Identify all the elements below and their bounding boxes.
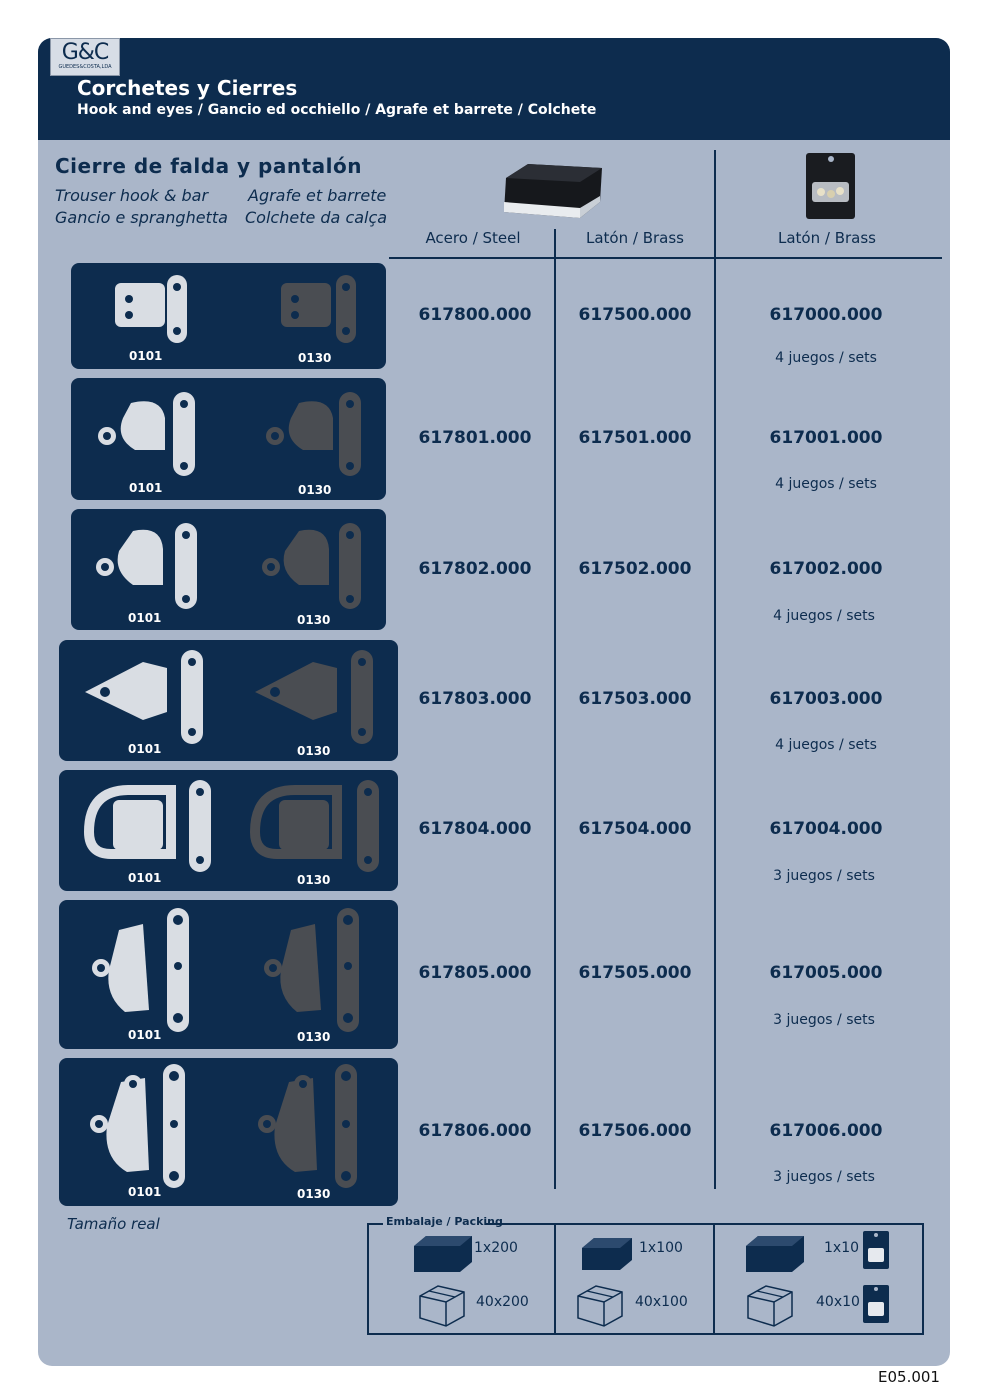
page-code: E05.001 xyxy=(878,1368,940,1386)
ref-brass-6: 617506.000 xyxy=(578,1121,692,1141)
packing-divider-2 xyxy=(713,1223,715,1333)
sets-count-2: 4 juegos / sets xyxy=(773,608,875,624)
page-header xyxy=(38,38,950,140)
finish-code-dark: 0130 xyxy=(297,744,331,758)
hook-bar-0101-0130-icon xyxy=(59,770,389,880)
finish-code-dark: 0130 xyxy=(298,483,332,497)
sets-count-1: 4 juegos / sets xyxy=(775,476,877,492)
ref-pack-4: 617004.000 xyxy=(769,819,883,839)
finish-code-silver: 0101 xyxy=(128,1185,162,1199)
header-rule xyxy=(389,257,942,259)
carton-box-icon xyxy=(418,1282,466,1326)
product-card-6 xyxy=(59,1058,398,1206)
carton-box-icon xyxy=(746,1282,794,1326)
page-title: Corchetes y Cierres xyxy=(77,76,298,100)
pack-qty-small-0: 1x200 xyxy=(474,1240,518,1256)
finish-code-silver: 0101 xyxy=(128,1028,162,1042)
section-title: Cierre de falda y pantalón xyxy=(55,154,362,178)
sets-count-0: 4 juegos / sets xyxy=(775,350,877,366)
ref-brass-4: 617504.000 xyxy=(578,819,692,839)
blister-card-icon xyxy=(862,1230,890,1270)
catalog-panel xyxy=(38,38,950,1366)
hook-bar-0101-0130-icon xyxy=(71,378,371,488)
ref-brass-1: 617501.000 xyxy=(578,428,692,448)
pack-qty-small-1: 1x100 xyxy=(639,1240,683,1256)
carton-box-icon xyxy=(576,1282,624,1326)
column-header-steel: Acero / Steel xyxy=(425,229,521,247)
small-box-icon xyxy=(746,1236,804,1272)
logo-text: G&C xyxy=(61,40,109,65)
column-header-brass: Latón / Brass xyxy=(586,229,684,247)
sets-count-3: 4 juegos / sets xyxy=(775,737,877,753)
brand-logo xyxy=(50,38,120,76)
translation-en: Trouser hook & bar xyxy=(55,186,209,205)
finish-code-silver: 0101 xyxy=(128,871,162,885)
product-card-2 xyxy=(71,509,386,630)
column-divider-1 xyxy=(554,229,556,1189)
product-card-1 xyxy=(71,378,386,500)
bulk-box-image xyxy=(498,160,608,220)
page-subtitle: Hook and eyes / Gancio ed occhiello / Agrafe et barrete / Colchete xyxy=(77,102,597,118)
ref-pack-0: 617000.000 xyxy=(769,305,883,325)
translation-fr: Agrafe et barrete xyxy=(248,186,387,205)
ref-steel-1: 617801.000 xyxy=(418,428,532,448)
actual-size-note: Tamaño real xyxy=(67,1215,160,1233)
blister-card-icon xyxy=(862,1284,890,1324)
packing-label: Embalaje / Packing xyxy=(386,1215,503,1228)
finish-code-silver: 0101 xyxy=(128,611,162,625)
product-card-4 xyxy=(59,770,398,891)
ref-pack-5: 617005.000 xyxy=(769,963,883,983)
ref-steel-0: 617800.000 xyxy=(418,305,532,325)
finish-code-dark: 0130 xyxy=(297,613,331,627)
finish-code-silver: 0101 xyxy=(129,349,163,363)
ref-pack-2: 617002.000 xyxy=(769,559,883,579)
product-card-5 xyxy=(59,900,398,1049)
blister-pack-image xyxy=(805,152,857,220)
column-header-brass-pack: Latón / Brass xyxy=(778,229,876,247)
ref-steel-5: 617805.000 xyxy=(418,963,532,983)
hook-bar-0101-0130-icon xyxy=(59,900,389,1040)
ref-steel-6: 617806.000 xyxy=(418,1121,532,1141)
sets-count-4: 3 juegos / sets xyxy=(773,868,875,884)
translation-pt: Colchete da calça xyxy=(245,208,388,227)
pack-qty-large-2: 40x10 xyxy=(816,1294,860,1310)
product-card-0 xyxy=(71,263,386,369)
ref-pack-3: 617003.000 xyxy=(769,689,883,709)
hook-bar-0101-0130-icon xyxy=(71,263,371,363)
finish-code-dark: 0130 xyxy=(297,873,331,887)
ref-brass-5: 617505.000 xyxy=(578,963,692,983)
product-card-3 xyxy=(59,640,398,761)
hook-bar-0101-0130-icon xyxy=(59,640,389,750)
finish-code-dark: 0130 xyxy=(297,1030,331,1044)
ref-steel-3: 617803.000 xyxy=(418,689,532,709)
ref-brass-0: 617500.000 xyxy=(578,305,692,325)
ref-pack-1: 617001.000 xyxy=(769,428,883,448)
ref-brass-3: 617503.000 xyxy=(578,689,692,709)
hook-bar-0101-0130-icon xyxy=(59,1058,389,1198)
ref-brass-2: 617502.000 xyxy=(578,559,692,579)
ref-steel-4: 617804.000 xyxy=(418,819,532,839)
small-box-icon xyxy=(414,1236,472,1272)
logo-subtext: GUEDES&COSTA,LDA xyxy=(58,64,112,70)
pack-qty-large-1: 40x100 xyxy=(635,1294,688,1310)
finish-code-silver: 0101 xyxy=(128,742,162,756)
sets-count-6: 3 juegos / sets xyxy=(773,1169,875,1185)
small-box-icon xyxy=(582,1238,632,1270)
finish-code-silver: 0101 xyxy=(129,481,163,495)
finish-code-dark: 0130 xyxy=(297,1187,331,1201)
ref-pack-6: 617006.000 xyxy=(769,1121,883,1141)
finish-code-dark: 0130 xyxy=(298,351,332,365)
sets-count-5: 3 juegos / sets xyxy=(773,1012,875,1028)
packing-divider-1 xyxy=(554,1223,556,1333)
hook-bar-0101-0130-icon xyxy=(71,509,371,619)
pack-qty-large-0: 40x200 xyxy=(476,1294,529,1310)
translation-it: Gancio e spranghetta xyxy=(55,208,228,227)
ref-steel-2: 617802.000 xyxy=(418,559,532,579)
pack-qty-small-2: 1x10 xyxy=(824,1240,860,1256)
